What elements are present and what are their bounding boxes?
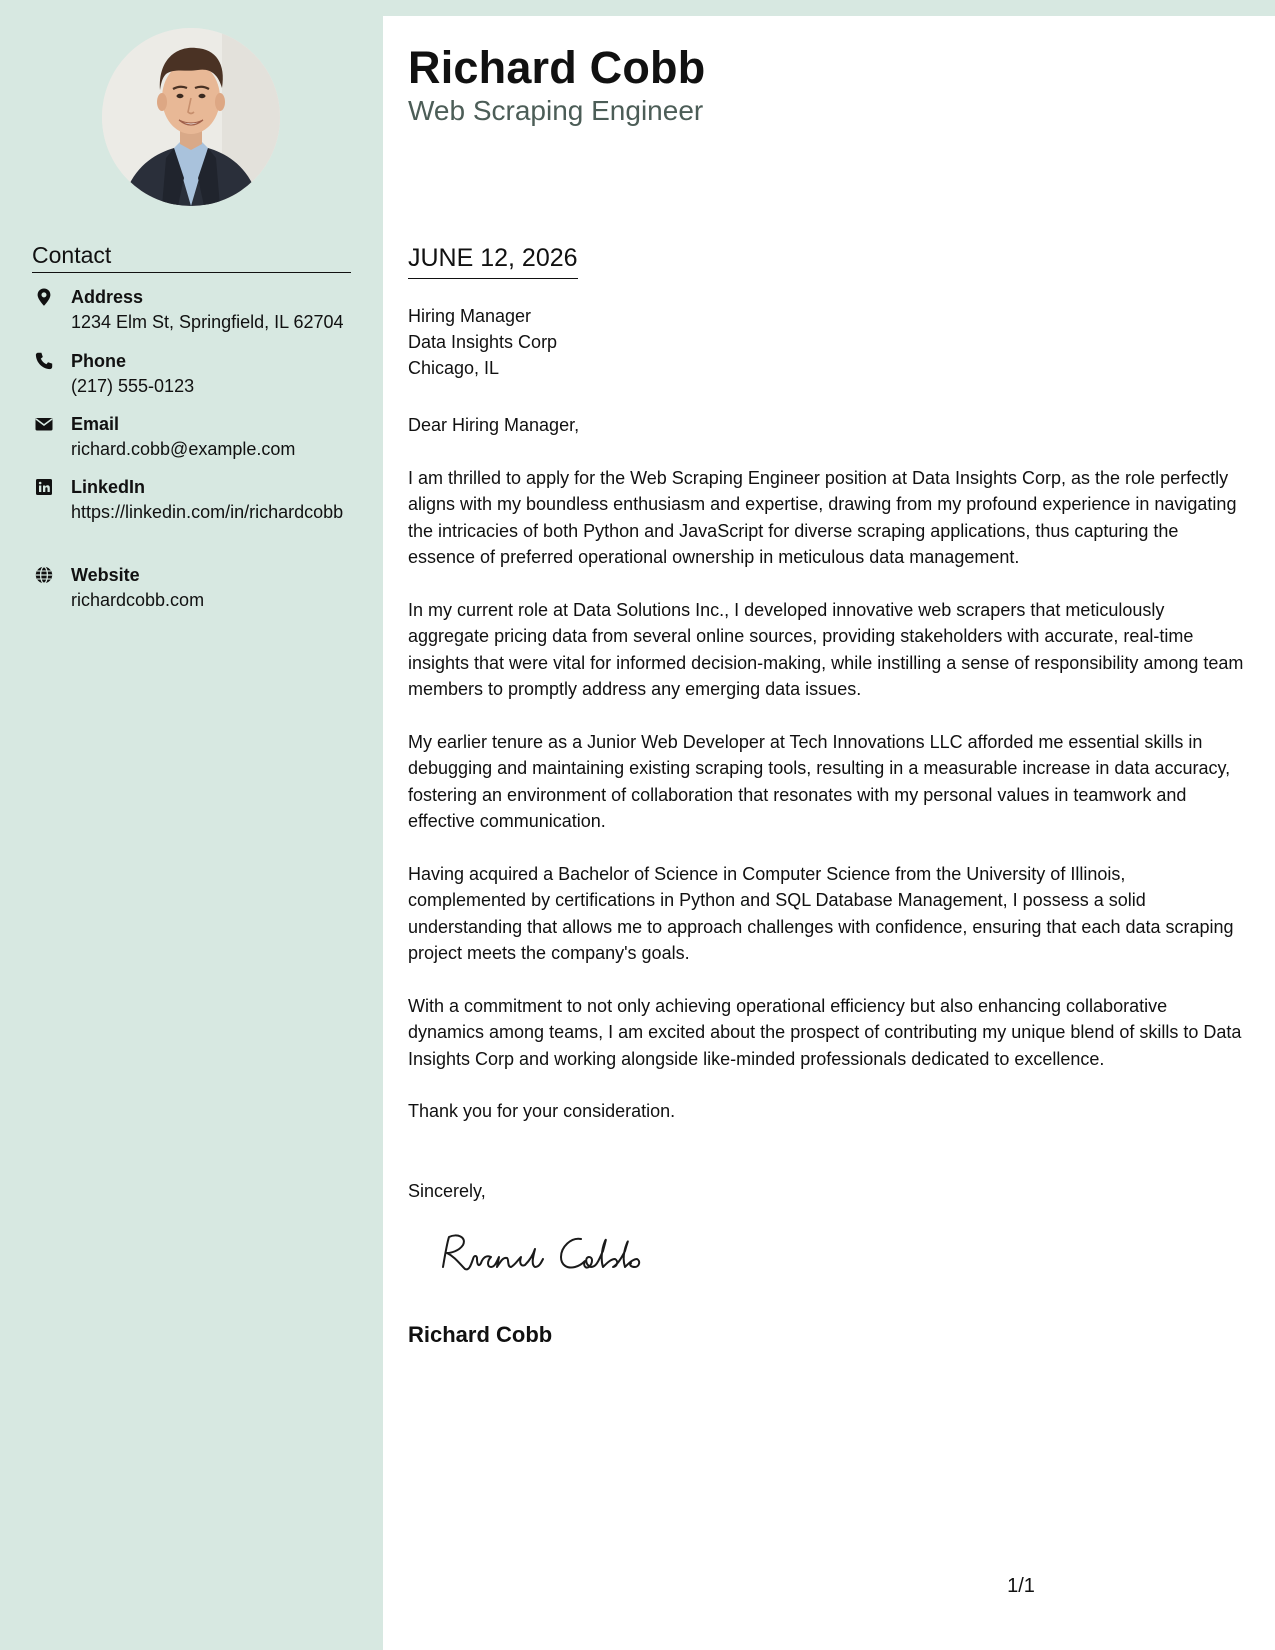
phone-icon <box>34 351 54 371</box>
signed-name: Richard Cobb <box>408 1322 553 1347</box>
body-paragraph: In my current role at Data Solutions Inc., I developed innovative web scrapers that meticulously aggregate pricing data from several online sources, providing stakeholders with accurate, real-time insights that were vital for informed decision-making, while instilling a sense of responsibility among team members to promptly address any emerging data issues. <box>408 600 1244 700</box>
contact-value: (217) 555-0123 <box>71 376 195 396</box>
recipient-block <box>408 303 557 381</box>
contact-label: Phone <box>71 351 127 371</box>
contact-value[interactable]: richardcobb.com <box>71 590 205 610</box>
page-number: 1/1 <box>1007 1575 1035 1597</box>
body-paragraph: With a commitment to not only achieving operational efficiency but also enhancing collaborative dynamics among teams, I am excited about the prospect of contributing my unique blend of skills to Data Insights Corp and working alongside like-minded professionals dedicated to excellence. <box>408 996 1242 1069</box>
body-paragraph: Having acquired a Bachelor of Science in Computer Science from the University of Illinois, complemented by certifications in Python and SQL Database Management, I possess a solid understanding that allows me to approach challenges with confidence, ensuring that each data scraping project meets the company's goals. <box>408 864 1234 964</box>
body-paragraph: My earlier tenure as a Junior Web Developer at Tech Innovations LLC afforded me essential skills in debugging and maintaining existing scraping tools, resulting in a measurable increase in data accuracy, fostering an environment of collaboration that resonates with my personal values in teamwork and effective communication. <box>408 732 1231 832</box>
contact-label: Email <box>71 414 120 434</box>
closing-line: Sincerely, <box>408 1181 486 1201</box>
location-pin-icon <box>34 287 54 307</box>
signature-image <box>431 1229 661 1279</box>
globe-icon <box>34 565 54 585</box>
portrait-image <box>102 28 280 206</box>
contact-value: 1234 Elm St, Springfield, IL 62704 <box>71 312 344 332</box>
thank-you-line: Thank you for your consideration. <box>408 1101 676 1121</box>
recipient-line: Chicago, IL <box>408 358 500 378</box>
candidate-title: Web Scraping Engineer <box>408 95 704 126</box>
profile-photo <box>102 28 280 206</box>
sidebar <box>0 0 383 1650</box>
contact-value: richard.cobb@example.com <box>71 439 296 459</box>
salutation: Dear Hiring Manager, <box>408 415 580 435</box>
body-paragraph: I am thrilled to apply for the Web Scraping Engineer position at Data Insights Corp, as the role perfectly aligns with my boundless enthusiasm and expertise, drawing from my profound experience in navigating the intricacies of both Python and JavaScript for diverse scraping applications, thus capturing the essence of preferred operational ownership in meticulous data management. <box>408 468 1237 568</box>
linkedin-icon <box>34 477 54 497</box>
recipient-line: Data Insights Corp <box>408 332 558 352</box>
letter-body <box>383 16 1275 1650</box>
envelope-icon <box>34 414 54 434</box>
letter-date: JUNE 12, 2026 <box>408 243 578 279</box>
contact-label: Website <box>71 565 140 585</box>
contact-heading: Contact <box>32 241 351 273</box>
contact-label: LinkedIn <box>71 477 146 497</box>
candidate-name: Richard Cobb <box>408 42 706 93</box>
recipient-line: Hiring Manager <box>408 306 532 326</box>
contact-value[interactable]: https://linkedin.com/in/richardcobb <box>71 502 344 522</box>
contact-label: Address <box>71 287 144 307</box>
